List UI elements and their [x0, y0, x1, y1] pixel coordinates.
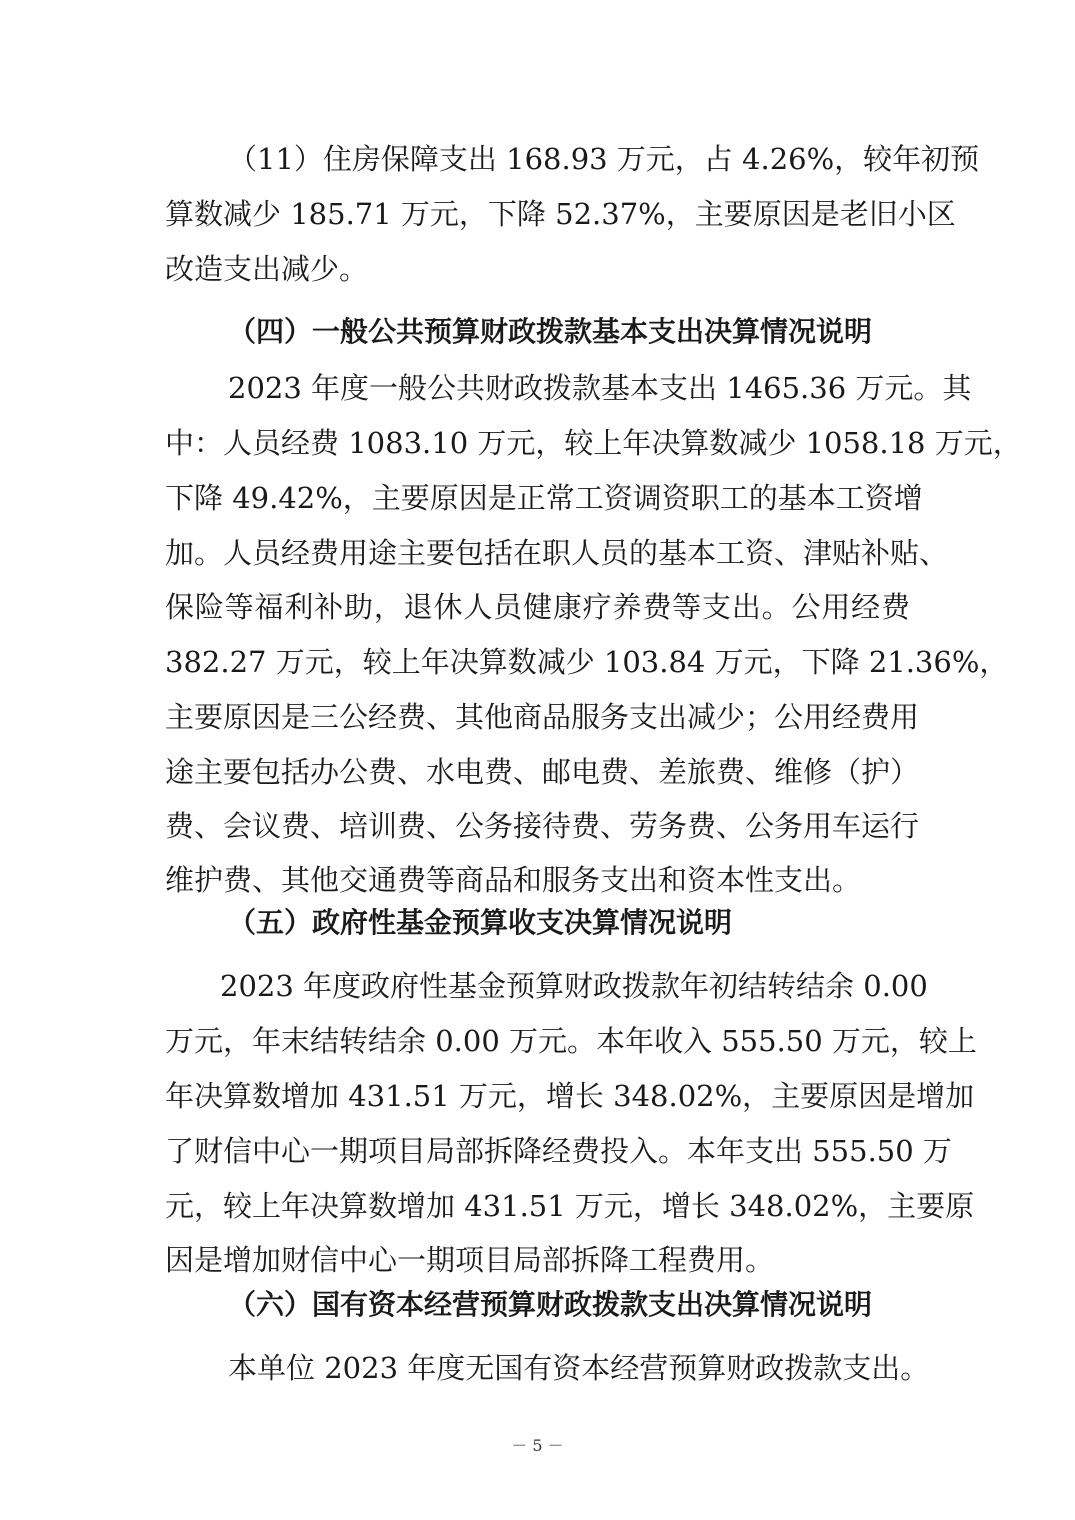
paragraph-line: 因是增加财信中心一期项目局部拆降工程费用。: [165, 1243, 775, 1277]
paragraph-line: 改造支出减少。: [165, 252, 369, 286]
paragraph-line: 算数减少 185.71 万元，下降 52.37%，主要原因是老旧小区: [165, 197, 956, 231]
page-number: － 5 －: [511, 1436, 564, 1455]
paragraph-line: 加。人员经费用途主要包括在职人员的基本工资、津贴补贴、: [165, 536, 949, 570]
paragraph-line: 下降 49.42%，主要原因是正常工资调资职工的基本工资增: [165, 481, 923, 515]
section-heading: （五）政府性基金预算收支决算情况说明: [228, 906, 733, 939]
section-heading: （四）一般公共预算财政拨款基本支出决算情况说明: [228, 315, 873, 348]
paragraph-line: 维护费、其他交通费等商品和服务支出和资本性支出。: [165, 863, 862, 897]
paragraph-line: 本单位 2023 年度无国有资本经营预算财政拨款支出。: [228, 1351, 930, 1385]
paragraph-line: 2023 年度一般公共财政拨款基本支出 1465.36 万元。其: [228, 371, 972, 405]
paragraph-line: （11）住房保障支出 168.93 万元，占 4.26%，较年初预: [228, 142, 980, 176]
paragraph-line: 元，较上年决算数增加 431.51 万元，增长 348.02%，主要原: [165, 1189, 975, 1223]
paragraph-line: 万元，年末结转结余 0.00 万元。本年收入 555.50 万元，较上: [165, 1024, 977, 1058]
paragraph-line: 了财信中心一期项目局部拆降经费投入。本年支出 555.50 万: [165, 1134, 952, 1168]
paragraph-line: 中：人员经费 1083.10 万元，较上年决算数减少 1058.18 万元，: [165, 426, 1022, 460]
paragraph-line: 途主要包括办公费、水电费、邮电费、差旅费、维修（护）: [165, 755, 920, 789]
section-heading: （六）国有资本经营预算财政拨款支出决算情况说明: [228, 1288, 873, 1321]
paragraph-line: 年决算数增加 431.51 万元，增长 348.02%，主要原因是增加: [165, 1079, 975, 1113]
paragraph-line: 主要原因是三公经费、其他商品服务支出减少；公用经费用: [165, 700, 920, 734]
paragraph-line: 保险等福利补助，退休人员健康疗养费等支出。公用经费: [165, 590, 910, 624]
paragraph-line: 382.27 万元，较上年决算数减少 103.84 万元，下降 21.36%，: [165, 645, 1009, 679]
paragraph-line: 2023 年度政府性基金预算财政拨款年初结转结余 0.00: [220, 969, 928, 1003]
paragraph-line: 费、会议费、培训费、公务接待费、劳务费、公务用车运行: [165, 809, 920, 843]
